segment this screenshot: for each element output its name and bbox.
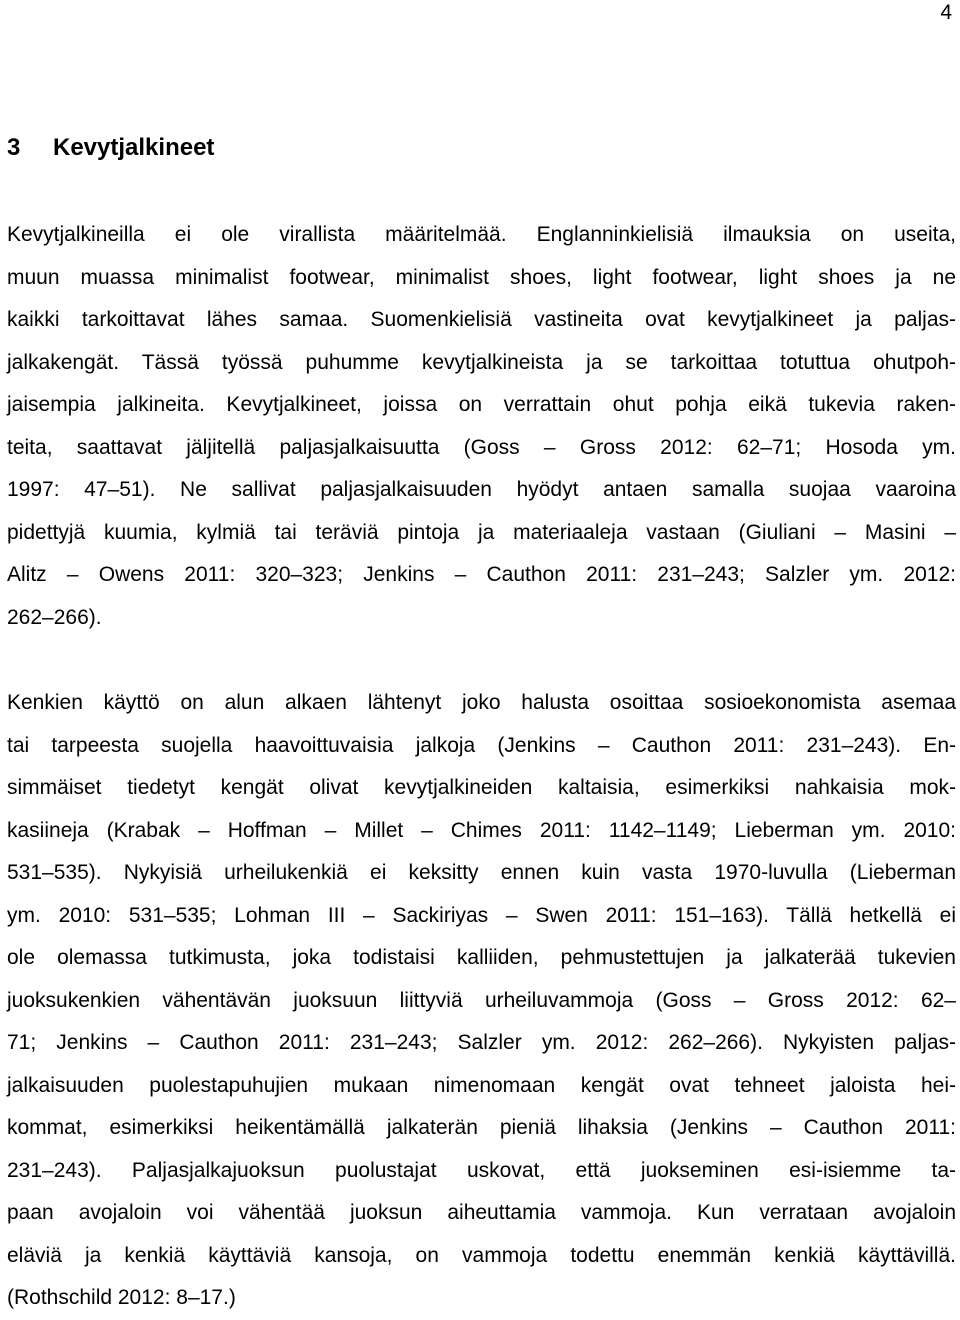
paragraph-line: muun muassa minimalist footwear, minimalist shoes, light footwear, light shoes ja ne bbox=[7, 265, 956, 289]
paragraph-1 bbox=[7, 214, 956, 639]
paragraph-line: Alitz – Owens 2011: 320–323; Jenkins – Cauthon 2011: 231–243; Salzler ym. 2012: bbox=[7, 563, 956, 586]
section-heading bbox=[7, 132, 214, 164]
paragraph-line: jaisempia jalkineita. Kevytjalkineet, joissa on verrattain ohut pohja eikä tukevia raken- bbox=[7, 393, 956, 416]
paragraph-line: 262–266). bbox=[7, 605, 102, 629]
paragraph-line: tai tarpeesta suojella haavoittuvaisia jalkoja (Jenkins – Cauthon 2011: 231–243). En- bbox=[7, 733, 956, 757]
paragraph-line: 71; Jenkins – Cauthon 2011: 231–243; Salzler ym. 2012: 262–266). Nykyisten paljas- bbox=[7, 1031, 956, 1054]
page-number: 4 bbox=[940, 1, 952, 24]
paragraph-2 bbox=[7, 682, 956, 1320]
paragraph-line: eläviä ja kenkiä käyttäviä kansoja, on vammoja todettu enemmän kenkiä käyttävillä. bbox=[7, 1243, 956, 1267]
paragraph-line: jalkaisuuden puolestapuhujien mukaan nimenomaan kengät ovat tehneet jaloista hei- bbox=[7, 1073, 956, 1097]
paragraph-line: simmäiset tiedetyt kengät olivat kevytjalkineiden kaltaisia, esimerkiksi nahkaisia mok- bbox=[7, 776, 956, 799]
paragraph-line: (Rothschild 2012: 8–17.) bbox=[7, 1286, 236, 1309]
paragraph-line: 1997: 47–51). Ne sallivat paljasjalkaisuuden hyödyt antaen samalla suojaa vaaroina bbox=[7, 478, 956, 501]
paragraph-line: ym. 2010: 531–535; Lohman III – Sackiriyas – Swen 2011: 151–163). Tällä hetkellä ei bbox=[7, 903, 956, 927]
paragraph-line: jalkakengät. Tässä työssä puhumme kevytjalkineista ja se tarkoittaa totuttua ohutpoh- bbox=[7, 350, 956, 374]
paragraph-line: ole olemassa tutkimusta, joka todistaisi kalliiden, pehmustettujen ja jalkaterää tukevien bbox=[7, 946, 956, 969]
section-number: 3 bbox=[7, 134, 21, 161]
paragraph-line: 531–535). Nykyisiä urheilukenkiä ei keksitty ennen kuin vasta 1970-luvulla (Lieberman bbox=[7, 861, 956, 884]
paragraph-line: pidettyjä kuumia, kylmiä tai teräviä pintoja ja materiaaleja vastaan (Giuliani – Masini – bbox=[7, 520, 956, 544]
paragraph-line: 231–243). Paljasjalkajuoksun puolustajat uskovat, että juokseminen esi-isiemme ta- bbox=[7, 1158, 956, 1182]
paragraph-line: kasiineja (Krabak – Hoffman – Millet – Chimes 2011: 1142–1149; Lieberman ym. 2010: bbox=[7, 818, 956, 842]
paragraph-line: kommat, esimerkiksi heikentämällä jalkaterän pieniä lihaksia (Jenkins – Cauthon 2011: bbox=[7, 1116, 956, 1139]
paragraph-line: paan avojaloin voi vähentää juoksun aiheuttamia vammoja. Kun verrataan avojaloin bbox=[7, 1201, 956, 1224]
paragraph-line: kaikki tarkoittavat lähes samaa. Suomenkielisiä vastineita ovat kevytjalkineet ja paljas- bbox=[7, 308, 956, 331]
paragraph-line: teita, saattavat jäljitellä paljasjalkaisuutta (Goss – Gross 2012: 62–71; Hosoda ym. bbox=[7, 435, 956, 459]
section-title: Kevytjalkineet bbox=[53, 134, 215, 161]
paragraph-line: juoksukenkien vähentävän juoksuun liittyviä urheiluvammoja (Goss – Gross 2012: 62– bbox=[7, 988, 956, 1012]
paragraph-line: Kenkien käyttö on alun alkaen lähtenyt joko halusta osoittaa sosioekonomista asemaa bbox=[7, 691, 956, 714]
paragraph-line: Kevytjalkineilla ei ole virallista määritelmää. Englanninkielisiä ilmauksia on useita, bbox=[7, 223, 956, 246]
